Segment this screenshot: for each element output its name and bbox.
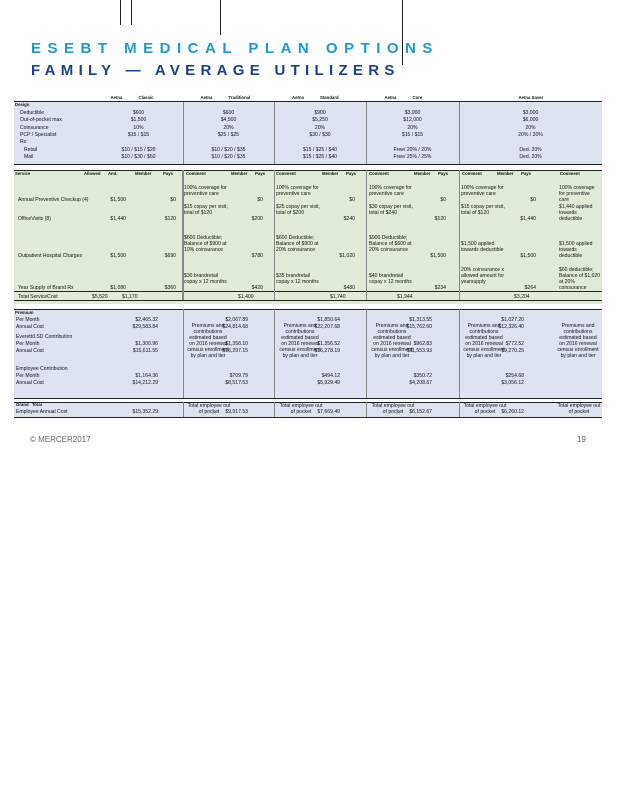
service-member-pays: $0 <box>530 197 536 203</box>
service-comment: $1,500 applied towards deductible <box>559 240 593 259</box>
subhead-pays: Pays <box>438 171 449 176</box>
service-comment: $15 copay per visit, total of $120 <box>461 203 505 216</box>
design-row-label: Rx: <box>20 139 28 146</box>
top-rule-2 <box>131 0 132 25</box>
premium-note: Premiums and contributions estimated based on 2016 renewal census enrollment by plan and tier <box>279 323 321 360</box>
design-value: $600 <box>132 110 145 116</box>
design-value: $5,250 <box>312 117 328 124</box>
column-divider <box>274 170 275 300</box>
premium-annual-value: $29,583.84 <box>132 324 158 330</box>
column-divider <box>183 170 184 300</box>
service-allowed: $1,080 <box>110 285 126 291</box>
subhead-pays: Pays <box>521 171 532 176</box>
subhead-comment: Comment <box>369 171 389 176</box>
subhead-amt: Amt. <box>108 171 118 176</box>
divider-line <box>14 164 602 165</box>
total-service-pays: $1,740 <box>330 294 346 300</box>
employer-per-month-value: $962.83 <box>413 341 432 347</box>
subhead-pays: Pays <box>255 171 266 176</box>
design-value: $15 / $25 / $40 <box>303 153 337 160</box>
employee-annual-value: $14,212.29 <box>132 380 158 386</box>
design-value: $10 / $20 / $35 <box>211 146 246 153</box>
employee-per-month-value: $350.72 <box>413 373 432 379</box>
employee-annual-value: $4,208.67 <box>409 380 432 386</box>
plan-carrier-label: Aetna <box>110 95 123 100</box>
column-divider <box>366 402 367 417</box>
service-comment: $600 Deductible; Balance of $900 at 20% coinsurance <box>276 234 319 253</box>
service-comment: $600 Deductible; Balance of $900 at 10% coinsurance <box>184 234 227 253</box>
service-comment: 100% coverage for preventive care <box>184 184 227 197</box>
service-member-pays: $234 <box>434 285 446 291</box>
premium-annual-value: $24,814.68 <box>222 324 248 330</box>
subhead-comment: Comment <box>560 171 580 176</box>
premium-per-month-value: $2,067.89 <box>225 317 248 323</box>
divider-line <box>14 398 602 399</box>
section-label-design: Design <box>15 102 30 107</box>
design-value: $6,000 <box>522 117 539 124</box>
total-service-pays: $1,944 <box>397 294 413 300</box>
premium-per-month-value: $1,313.55 <box>409 317 432 323</box>
grand-total-note: Total employee out of pocket <box>557 403 601 416</box>
service-label: Year Supply of Brand Rx <box>18 285 74 291</box>
design-value: $30 / $30 <box>309 131 331 138</box>
premium-note: Premiums and contributions estimated based on 2016 renewal census enrollment by plan and tier <box>557 323 599 360</box>
premium-annual-label: Annual Cost <box>16 324 44 330</box>
column-divider <box>274 102 275 164</box>
service-member-pays: $0 <box>170 197 176 203</box>
employer-annual-label: Annual Cost <box>16 348 44 354</box>
column-divider <box>182 170 183 300</box>
service-member-pays: $0 <box>257 197 263 203</box>
title-line-2: FAMILY — AVERAGE UTILIZERS <box>31 62 400 79</box>
design-value: Ded. 20% <box>519 153 542 160</box>
service-member-pays: $120 <box>434 216 446 222</box>
subhead-member: Member <box>135 171 152 176</box>
column-divider <box>183 402 184 417</box>
service-member-pays: $0 <box>349 197 355 203</box>
column-divider <box>183 309 184 398</box>
premium-annual-value: $15,762.60 <box>406 324 432 330</box>
subhead-member: Member <box>231 171 248 176</box>
service-label: Annual Preventive Checkup (4) <box>18 197 89 203</box>
employer-per-month-value: $1,358.10 <box>225 341 248 347</box>
subhead-pays: Pays <box>163 171 174 176</box>
premium-per-month-label: Per Month <box>16 317 40 323</box>
service-allowed: $1,440 <box>110 216 126 222</box>
column-divider <box>366 102 367 164</box>
plan-name-label: Aetna Saver <box>518 95 544 100</box>
grand-total-head-left: Grand <box>16 402 29 407</box>
service-member-pays: $780 <box>251 253 263 259</box>
service-member-pays: $480 <box>343 285 355 291</box>
premium-per-month-value: $1,027.20 <box>501 317 524 323</box>
design-value: $3,000 <box>522 110 539 116</box>
subhead-allowed: Allowed <box>84 171 101 176</box>
design-value: 20% / 20% <box>518 131 543 138</box>
service-comment: 20% coinsurance x allowed amount for yearsupply <box>461 266 505 285</box>
grand-total-note: Total employee out of pocket <box>187 403 231 416</box>
design-value: $25 / $25 <box>217 131 240 138</box>
service-comment: $900 Deductible; Balance of $600 at 20% coinsurance <box>369 234 412 253</box>
service-label: Outpatient Hospital Charges <box>18 253 82 259</box>
grand-total-value: $7,669.49 <box>317 409 340 415</box>
grand-total-note: Total employee out of pocket <box>279 403 323 416</box>
title-line-1: ESEBT MEDICAL PLAN OPTIONS <box>31 40 439 57</box>
column-divider <box>459 102 460 164</box>
subhead-member: Member <box>497 171 514 176</box>
grand-total-value: $15,352.29 <box>132 409 158 415</box>
plan-name-label: Classic <box>138 95 154 100</box>
column-divider <box>459 170 460 300</box>
design-row-label: Mail <box>24 153 34 160</box>
service-member-pays: $1,020 <box>339 253 355 259</box>
subhead-member: Member <box>414 171 431 176</box>
design-value: $600 <box>222 110 235 116</box>
design-value: 20% <box>525 124 536 131</box>
divider-line <box>14 291 602 292</box>
service-comment: $40 brandretail copay x 12 months <box>369 272 412 285</box>
column-divider <box>459 402 460 417</box>
grand-total-note: Total employee out of pocket <box>463 403 507 416</box>
employer-per-month-label: Per Month <box>16 341 40 347</box>
service-comment: 100% coverage for preventive care <box>461 184 504 197</box>
employer-annual-value: $11,553.93 <box>406 348 432 354</box>
employer-annual-value: $16,278.19 <box>314 348 340 354</box>
design-value: 20% <box>223 124 234 131</box>
service-member-pays: $1,440 <box>520 216 536 222</box>
plan-carrier-label: Aetna <box>384 95 397 100</box>
design-value: $15 / $25 / $40 <box>303 146 337 153</box>
grand-total-note: Total employee out of pocket <box>371 403 415 416</box>
section-label-premium: Premium <box>15 310 34 315</box>
employer-annual-value: $9,270.25 <box>501 348 524 354</box>
plan-carrier-label: Aetna <box>200 95 213 100</box>
employer-annual-value: $16,297.15 <box>222 348 248 354</box>
service-member-pays: $240 <box>343 216 355 222</box>
design-value: $4,500 <box>220 117 237 124</box>
employee-annual-label: Annual Cost <box>16 380 44 386</box>
grand-total-value: $6,260.12 <box>501 409 524 415</box>
total-service-label: Total ServiceCost <box>18 294 58 300</box>
premium-note: Premiums and contributions estimated based on 2016 renewal census enrollment by plan and tier <box>371 323 413 360</box>
copyright: © MERCER2017 <box>30 435 91 444</box>
total-service-pays: $1,400 <box>238 294 254 300</box>
premium-note: Premiums and contributions estimated based on 2016 renewal census enrollment by plan and tier <box>463 323 505 360</box>
design-value: $900 <box>314 110 326 116</box>
premium-per-month-value: $2,465.32 <box>135 317 158 323</box>
premium-annual-value: $22,207.68 <box>314 324 340 330</box>
subhead-comment: Comment <box>276 171 296 176</box>
employee-per-month-value: $709.79 <box>229 373 248 379</box>
service-comment: $30 copay per visit, total of $240 <box>369 203 413 216</box>
employee-annual-value: $8,517.53 <box>225 380 248 386</box>
service-comment: 100% coverage for preventive care <box>559 184 595 203</box>
total-service-allowed: $5,520 <box>92 294 108 300</box>
employer-per-month-value: $1,356.52 <box>317 341 340 347</box>
page-number: 19 <box>577 435 586 444</box>
employee-per-month-value: $254.68 <box>505 373 524 379</box>
service-member-pays: $690 <box>164 253 176 259</box>
design-value: 20% <box>407 124 418 131</box>
service-allowed: $1,500 <box>110 197 126 203</box>
design-row-label: PCP / Specialist <box>20 131 57 138</box>
design-value: $3,000 <box>404 110 421 116</box>
design-value: Free/ 25% / 25% <box>393 153 432 160</box>
design-value: $15 / $15 <box>127 131 150 138</box>
employee-annual-value: $5,929.49 <box>317 380 340 386</box>
total-service-pays: $1,170 <box>122 294 138 300</box>
design-value: Free/ 20% / 20% <box>393 146 432 153</box>
employee-per-month-value: $494.12 <box>321 373 340 379</box>
design-row-label: Out-of-pocket max <box>20 117 62 124</box>
service-member-pays: $120 <box>164 216 176 222</box>
design-value: Ded. 20% <box>519 146 542 153</box>
employee-per-month-value: $1,164.36 <box>135 373 158 379</box>
column-divider <box>366 309 367 398</box>
column-divider <box>183 102 184 164</box>
grand-total-label: Employee Annual Cost <box>16 409 68 415</box>
design-row-label: Deductible <box>20 110 45 116</box>
divider-line <box>14 300 602 301</box>
employer-per-month-value: $1,300.96 <box>135 341 158 347</box>
design-value: 20% <box>314 124 326 131</box>
design-value: $12,000 <box>403 117 422 124</box>
service-member-pays: $420 <box>251 285 263 291</box>
grand-total-value: $9,917.53 <box>225 409 248 415</box>
plan-name-label: Standard <box>320 95 339 100</box>
service-comment: $15 copay per visit, total of $120 <box>184 203 228 216</box>
design-value: 10% <box>133 124 144 131</box>
service-comment: $1,500 applied towards deductible <box>461 240 504 253</box>
employer-annual-value: $15,611.55 <box>132 348 158 354</box>
service-comment: 100% coverage for preventive care <box>369 184 412 197</box>
service-member-pays: $1,500 <box>430 253 446 259</box>
subhead-pays: Pays <box>346 171 357 176</box>
employer-contribution-label: Everett/LSD Contribution <box>16 334 73 340</box>
service-comment: 100% coverage for preventive care <box>276 184 319 197</box>
column-divider <box>459 309 460 398</box>
design-value: $10 / $30 / $60 <box>121 153 156 160</box>
service-member-pays: $200 <box>251 216 263 222</box>
employee-per-month-label: Per Month <box>16 373 40 379</box>
design-row-label: Coinsurance <box>20 124 49 131</box>
service-comment: $30 brandretail copay x 12 months <box>184 272 227 285</box>
design-value: $10 / $15 / $20 <box>121 146 156 153</box>
service-member-pays: $0 <box>440 197 446 203</box>
service-comment: $1,440 applied towards deductible <box>559 203 593 222</box>
employer-per-month-value: $772.52 <box>505 341 524 347</box>
employee-contribution-label: Employee Contribution <box>16 366 68 372</box>
service-member-pays: $1,500 <box>520 253 536 259</box>
top-rule-3 <box>220 0 221 35</box>
service-allowed: $1,500 <box>110 253 126 259</box>
divider-line <box>14 309 602 310</box>
service-label: OfficeVisits (8) <box>18 216 51 222</box>
service-comment: $60 deductible; Balance of $1,020 at 20% coinsurance <box>559 266 601 291</box>
column-divider <box>274 402 275 417</box>
service-member-pays: $360 <box>164 285 176 291</box>
subhead-comment: Comment <box>186 171 206 176</box>
design-row-label: Retail <box>24 146 38 153</box>
plan-carrier-label: Aetna <box>292 95 304 100</box>
section-label-service: Service <box>15 171 31 176</box>
premium-per-month-value: $1,850.64 <box>317 317 340 323</box>
service-member-pays: $264 <box>524 285 536 291</box>
total-service-pays: $3,204 <box>514 294 530 300</box>
column-divider <box>274 309 275 398</box>
plan-name-label: Traditional <box>228 95 251 100</box>
grand-total-value: $6,152.67 <box>409 409 432 415</box>
premium-annual-value: $12,326.40 <box>498 324 524 330</box>
design-value: $15 / $15 <box>401 131 424 138</box>
design-value: $1,500 <box>130 117 147 124</box>
plan-name-label: Core <box>412 95 423 100</box>
top-rule-1 <box>120 0 121 25</box>
service-comment: $35 brandretail copay x 12 months <box>276 272 319 285</box>
design-value: $10 / $20 / $35 <box>211 153 246 160</box>
divider-line <box>14 417 602 418</box>
subhead-comment: Comment <box>462 171 482 176</box>
grand-total-head-right: Total <box>32 402 42 407</box>
subhead-member: Member <box>322 171 339 176</box>
divider-line <box>14 170 602 171</box>
column-divider <box>366 170 367 300</box>
employee-annual-value: $3,056.12 <box>501 380 524 386</box>
premium-note: Premiums and contributions estimated based on 2016 renewal census enrollment by plan and tier <box>187 323 229 360</box>
service-comment: $25 copay per visit, total of $200 <box>276 203 320 216</box>
